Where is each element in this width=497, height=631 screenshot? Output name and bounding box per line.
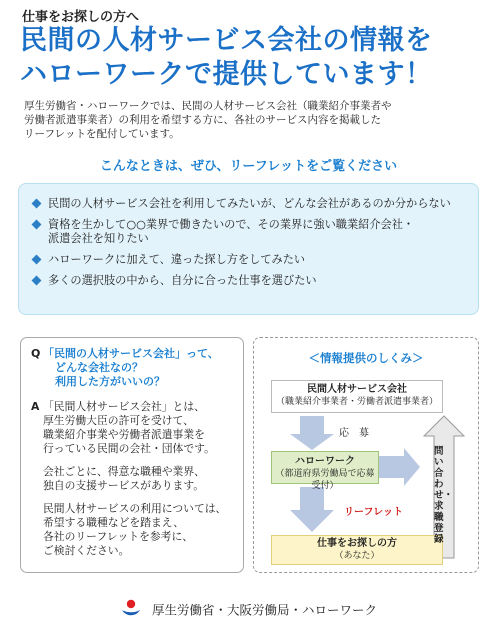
question-line: 「民間の人材サービス会社」って、 xyxy=(43,347,219,360)
node-job-seeker: 仕事をお探しの方 （あなた） xyxy=(271,535,443,565)
bullet-item: 民間の人材サービス会社を利用してみたいが、どんな会社があるのか分からない xyxy=(33,197,466,211)
answer-paragraph: 民間人材サービスの利用については、 希望する職種などを踏まえ、 各社のリーフレットを参考に、 ご検討ください。 xyxy=(43,502,227,557)
headline-line-2: ハローワークで提供しています！ xyxy=(20,59,433,90)
footer-text: 厚生労働省・大阪労働局・ハローワーク xyxy=(151,602,377,618)
answer-paragraph: 「民間人材サービス会社」とは、 厚生労働大臣の許可を受けて、 職業紹介事業や労働者派遣事業を 行っている民間の会社・団体です。 xyxy=(43,400,215,455)
intro-line: リーフレットを配付しています。 xyxy=(24,128,180,140)
page-headline xyxy=(20,24,480,92)
headline-line-1: 民間の人材サービス会社の情報を xyxy=(20,25,433,56)
bullet-item: 多くの選択肢の中から、自分に合った仕事を選びたい xyxy=(33,274,466,288)
answer-paragraph: 会社ごとに、得意な職種や業界、 独自の支援サービスがあります。 xyxy=(43,465,205,492)
diamond-bullet-icon xyxy=(32,199,42,209)
q-mark: Q xyxy=(31,347,41,360)
label-leaflet: リーフレット xyxy=(344,507,403,518)
page-subtitle: 仕事をお探しの方へ xyxy=(22,10,140,25)
bullet-item: ハローワークに加えて、違った探し方をしてみたい xyxy=(33,253,466,267)
qa-box xyxy=(20,337,244,573)
flow-title: ＜情報提供のしくみ＞ xyxy=(308,351,424,365)
bullet-item: 資格を生かして○○業界で働きたいので、その業界に強い職業紹介会社・ 派遣会社を知りたい xyxy=(33,218,466,246)
label-inquiry-registration: 問い合わせ・求職登録 xyxy=(434,446,454,545)
down-arrow-icon xyxy=(290,416,334,450)
intro-line: 厚生労働省・ハローワークでは、民間の人材サービス会社（職業紹介事業者や xyxy=(24,100,392,112)
lead-text: こんなときは、ぜひ、リーフレットをご覧ください xyxy=(99,159,398,174)
mhlw-logo-icon xyxy=(120,598,142,621)
question-line: どんな会社なの？ xyxy=(55,361,143,374)
label-apply: 応 募 xyxy=(339,428,369,439)
a-mark: A xyxy=(31,400,40,413)
bullets-box xyxy=(18,183,479,315)
answer xyxy=(31,400,235,567)
diamond-bullet-icon xyxy=(32,276,42,286)
question-line: 利用した方がいいの？ xyxy=(55,375,165,388)
footer xyxy=(0,598,497,621)
flow-diagram xyxy=(253,337,479,573)
right-arrow-icon xyxy=(379,448,420,486)
intro-line: 労働者派遣事業者）の利用を希望する方に、各社のサービス内容を掲載した xyxy=(24,114,381,126)
node-hellowork: ハローワーク （都道府県労働局で応募受付） xyxy=(271,451,379,484)
node-staffing-company: 民間人材サービス会社 （職業紹介事業者・労働者派遣事業者） xyxy=(271,380,443,413)
diamond-bullet-icon xyxy=(32,220,42,230)
diamond-bullet-icon xyxy=(32,255,42,265)
down-arrow-icon xyxy=(290,487,334,532)
question xyxy=(31,347,235,389)
intro-paragraph xyxy=(24,99,479,141)
